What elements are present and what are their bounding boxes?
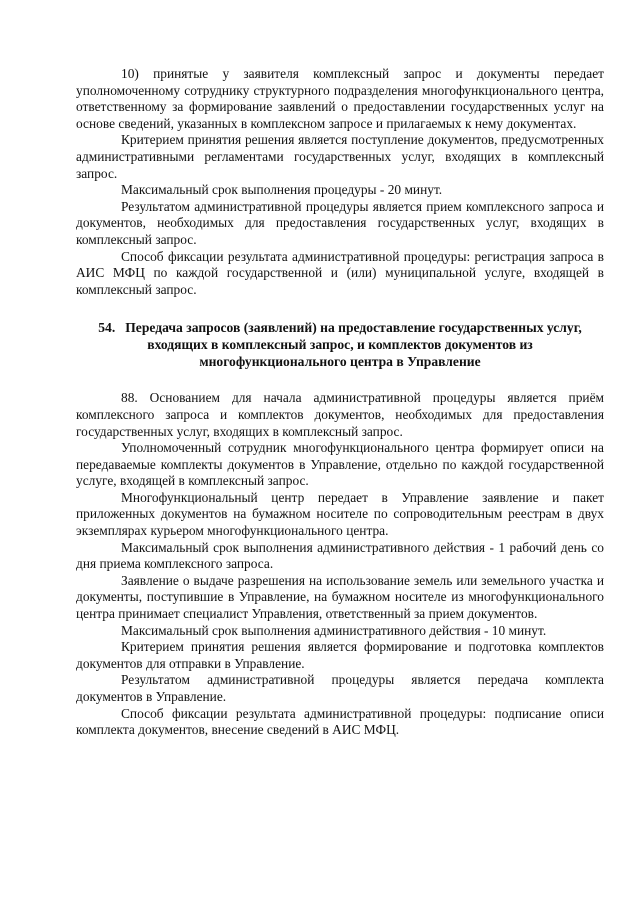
section-heading [76, 319, 604, 370]
paragraph-max-time: Максимальный срок выполнения процедуры - 20 минут. [121, 182, 443, 198]
paragraph-decision-criterion: Критерием принятия решения является поступление документов, предусмотренных административными регламентами государственных услуг, входящих в комплексный запрос. [76, 132, 604, 181]
paragraph-decision-criterion-2: Критерием принятия решения является формирование и подготовка комплектов документов для отправки в Управление. [76, 639, 604, 671]
paragraph-item-10: 10) принятые у заявителя комплексный запрос и документы передает уполномоченному сотруднику структурного подразделения многофункционального центра, ответственному за формирование заявлений о предоставлении государственных услуг на основе сведений, указанных в комплексном запросе и прилагаемых к нему документах. [76, 66, 604, 131]
paragraph-application-receipt: Заявление о выдаче разрешения на использование земель или земельного участка и документы, поступившие в Управление, на бумажном носителе из многофункционального центра принимает специалист Управления, ответственный за прием документов. [76, 572, 604, 622]
paragraph-result: Результатом административной процедуры является прием комплексного запроса и документов, необходимых для предоставления государственных услуг, входящих в комплексный запрос. [76, 198, 604, 247]
paragraph-fixation-method: Способ фиксации результата административной процедуры: регистрация запроса в АИС МФЦ по каждой государственной и (или) муниципальной услуге, входящей в комплексный запрос. [76, 248, 604, 297]
paragraph-inventory: Уполномоченный сотрудник многофункционального центра формирует описи на передаваемые комплекты документов в Управление, отдельно по каждой государственной услуге, входящей в комплексный запрос. [76, 440, 604, 489]
paragraph-max-time-day: Максимальный срок выполнения административного действия - 1 рабочий день со дня приема комплексного запроса. [76, 539, 604, 572]
section-number: 54. [98, 320, 116, 336]
section-title: Передача запросов (заявлений) на предоставление государственных услуг, входящих в комплексный запрос, и комплектов документов из многофункционального центра в Управление [125, 320, 582, 370]
paragraph-transfer: Многофункциональный центр передает в Управление заявление и пакет приложенных документов на бумажном носителе по сопроводительным реестрам в двух экземплярах курьером многофункционального центра. [76, 489, 604, 539]
document-body [76, 66, 604, 739]
paragraph-item-88: 88. Основанием для начала административной процедуры является приём комплексного запроса и комплектов документов, необходимых для предоставления государственных услуг, входящих в комплексный запрос. [76, 390, 604, 439]
paragraph-result-2: Результатом административной процедуры является передача комплекта документов в Управление. [76, 672, 604, 704]
paragraph-fixation-method-2: Способ фиксации результата административной процедуры: подписание описи комплекта документов, внесение сведений в АИС МФЦ. [76, 705, 604, 738]
paragraph-max-time-minutes: Максимальный срок выполнения административного действия - 10 минут. [121, 622, 547, 638]
